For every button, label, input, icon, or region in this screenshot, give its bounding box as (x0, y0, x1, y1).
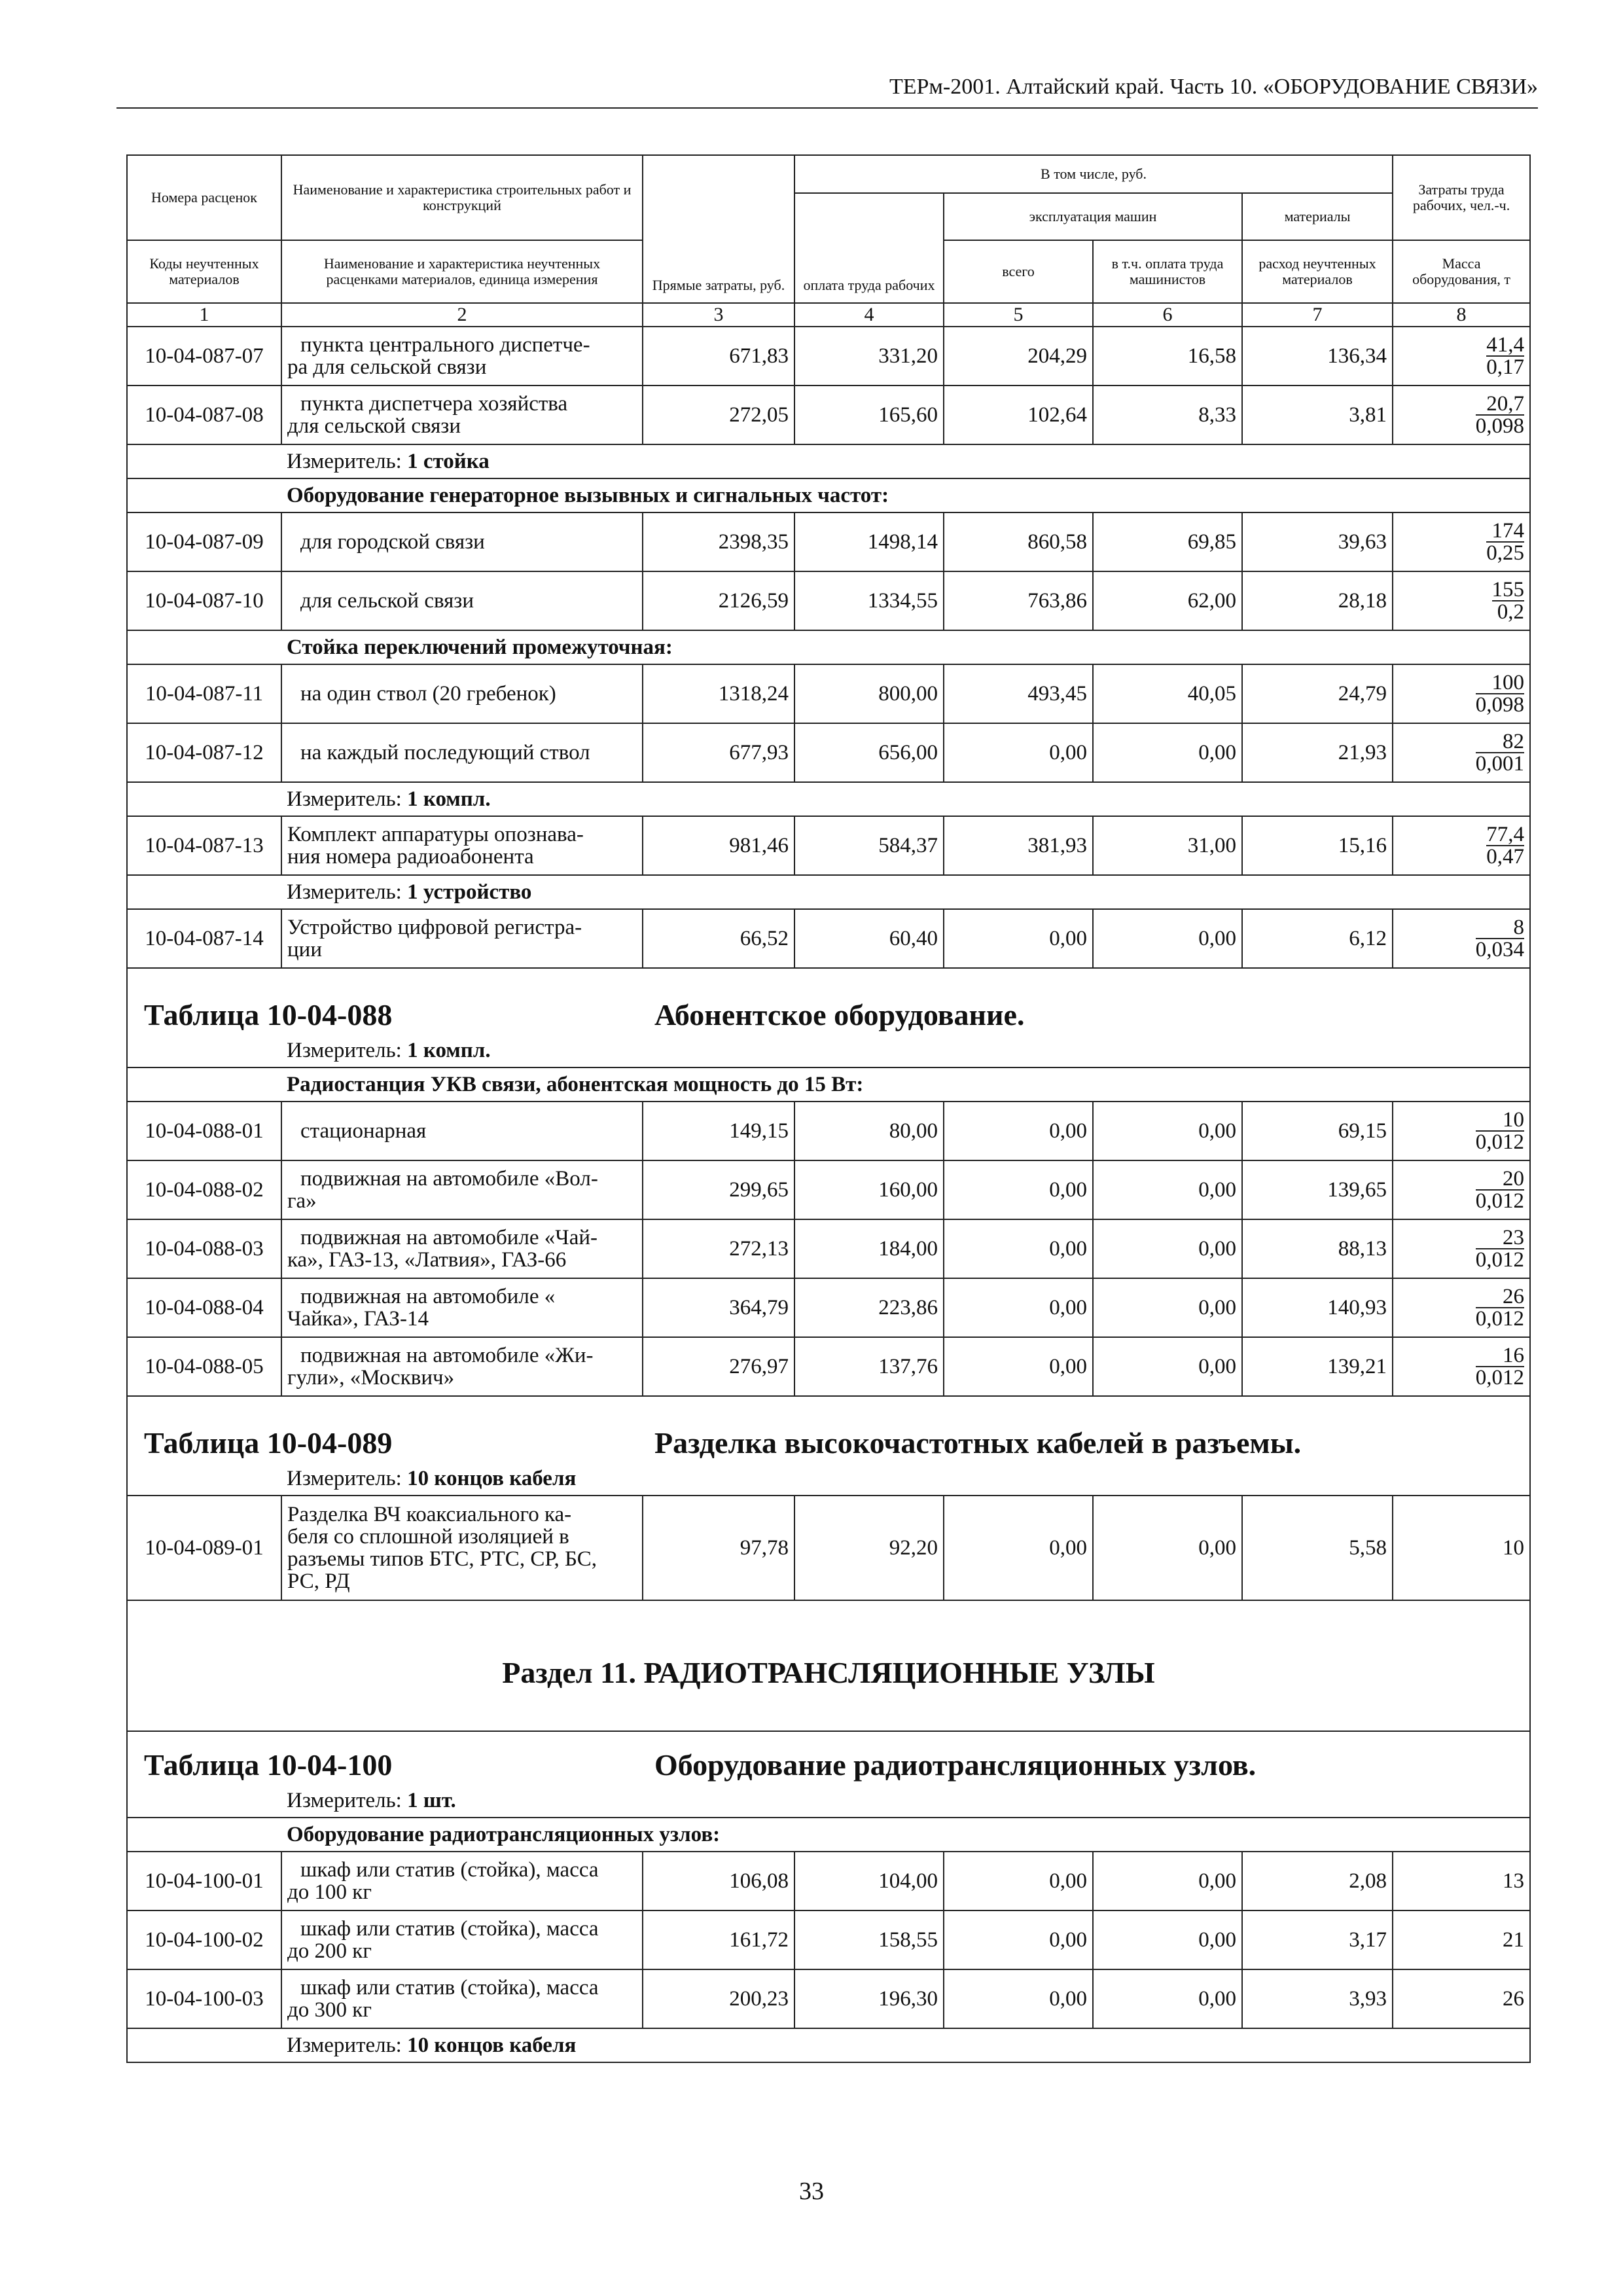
value-v7: 139,21 (1242, 1337, 1393, 1396)
value-v4: 800,00 (794, 664, 944, 723)
rate-code: 10-04-087-14 (127, 909, 281, 968)
labor-over-mass (1476, 1168, 1524, 1211)
value-v7: 5,58 (1242, 1496, 1393, 1600)
col-number: 4 (794, 303, 944, 327)
rate-name: подвижная на автомобиле «Вол- га» (281, 1160, 643, 1219)
value-v6: 0,00 (1093, 1910, 1242, 1969)
value-v5: 0,00 (944, 1278, 1093, 1337)
table-title-row (127, 1731, 1530, 1784)
measure-value: 1 устройство (407, 880, 532, 904)
value-v7: 28,18 (1242, 571, 1393, 630)
table-row (127, 1067, 1530, 1102)
value-v7: 136,34 (1242, 327, 1393, 386)
value-v5: 0,00 (944, 1969, 1093, 2028)
value-v7: 15,16 (1242, 816, 1393, 875)
labor-over-mass (1486, 520, 1524, 564)
value-v7: 139,65 (1242, 1160, 1393, 1219)
value-v6: 0,00 (1093, 1852, 1242, 1910)
equipment-mass: 0,47 (1486, 844, 1525, 869)
col-header-rate-numbers: Номера расценок (127, 155, 281, 240)
col-header-labor: Затраты труда рабочих, чел.-ч. (1393, 155, 1530, 240)
table-row (127, 444, 1530, 478)
rate-name: стационарная (281, 1102, 643, 1160)
value-v7: 3,17 (1242, 1910, 1393, 1969)
value-v5: 0,00 (944, 723, 1093, 782)
col-number: 1 (127, 303, 281, 327)
measure-unit (281, 1462, 1530, 1496)
value-v4: 165,60 (794, 386, 944, 444)
value-v7: 21,93 (1242, 723, 1393, 782)
col-header-machinist-pay: в т.ч. оплата труда машинистов (1093, 240, 1242, 303)
value-v5: 0,00 (944, 1910, 1093, 1969)
table-row (127, 1219, 1530, 1278)
rate-name: для городской связи (281, 512, 643, 571)
equipment-mass: 0,034 (1475, 937, 1525, 961)
table-row (127, 1160, 1530, 1219)
table-row (127, 816, 1530, 875)
running-header: ТЕРм-2001. Алтайский край. Часть 10. «ОБОРУДОВАНИЕ СВЯЗИ» (116, 71, 1538, 109)
value-v6: 0,00 (1093, 1278, 1242, 1337)
value-v6: 0,00 (1093, 1102, 1242, 1160)
col-header-material-codes: Коды неучтенных материалов (127, 240, 281, 303)
value-v4: 184,00 (794, 1219, 944, 1278)
rate-name: пункта центрального диспетче- ра для сельской связи (281, 327, 643, 386)
labor-hours: 20,7 (1476, 393, 1524, 416)
col-number: 2 (281, 303, 643, 327)
labor-hours: 10 (1476, 1109, 1524, 1132)
measure-prefix: Измеритель: (287, 1038, 408, 1062)
measure-prefix: Измеритель: (287, 2034, 408, 2057)
blank-cell (127, 782, 281, 816)
rate-name: пункта диспетчера хозяйства для сельской связи (281, 386, 643, 444)
labor-mass-value (1393, 664, 1530, 723)
value-v5: 860,58 (944, 512, 1093, 571)
equipment-mass: 0,012 (1475, 1306, 1525, 1331)
rate-name: шкаф или статив (стойка), масса до 200 кг (281, 1910, 643, 1969)
measure-unit (281, 875, 1530, 909)
value-v5: 0,00 (944, 1337, 1093, 1396)
equipment-mass: 0,012 (1475, 1130, 1525, 1154)
table-number: Таблица 10-04-088 (144, 998, 393, 1031)
rate-name: шкаф или статив (стойка), масса до 300 кг (281, 1969, 643, 2028)
rate-name: Разделка ВЧ коаксиального ка- беля со сплошной изоляцией в разъемы типов БТС, РТС, СР, БС, РС, РД (281, 1496, 643, 1600)
value-v3: 1318,24 (643, 664, 794, 723)
value-v6: 0,00 (1093, 1969, 1242, 2028)
value-v3: 161,72 (643, 1910, 794, 1969)
value-v6: 0,00 (1093, 1337, 1242, 1396)
value-v5: 204,29 (944, 327, 1093, 386)
value-v6: 0,00 (1093, 723, 1242, 782)
rate-code: 10-04-089-01 (127, 1496, 281, 1600)
labor-over-mass (1486, 334, 1524, 378)
table-row (127, 512, 1530, 571)
labor-mass-value: 26 (1393, 1969, 1530, 2028)
value-v4: 92,20 (794, 1496, 944, 1600)
labor-mass-value (1393, 1219, 1530, 1278)
table-row (127, 782, 1530, 816)
table-row (127, 723, 1530, 782)
labor-mass-value (1393, 723, 1530, 782)
labor-over-mass (1476, 917, 1524, 960)
value-v4: 80,00 (794, 1102, 944, 1160)
value-v6: 31,00 (1093, 816, 1242, 875)
col-number: 8 (1393, 303, 1530, 327)
section-title: Раздел 11. РАДИОТРАНСЛЯЦИОННЫЕ УЗЛЫ (127, 1600, 1530, 1731)
measure-unit (281, 2028, 1530, 2062)
table-number: Таблица 10-04-100 (144, 1748, 393, 1782)
blank-cell (127, 1033, 281, 1067)
labor-over-mass (1476, 731, 1524, 774)
labor-mass-value (1393, 571, 1530, 630)
table-row (127, 1969, 1530, 2028)
equipment-mass: 0,098 (1475, 692, 1525, 717)
labor-hours: 41,4 (1486, 332, 1525, 357)
table-row (127, 1033, 1530, 1067)
labor-mass-value: 13 (1393, 1852, 1530, 1910)
measure-prefix: Измеритель: (287, 787, 408, 811)
table-row (127, 1910, 1530, 1969)
table-row (127, 1852, 1530, 1910)
value-v4: 584,37 (794, 816, 944, 875)
rate-name: шкаф или статив (стойка), масса до 100 кг (281, 1852, 643, 1910)
col-number: 6 (1093, 303, 1242, 327)
value-v4: 158,55 (794, 1910, 944, 1969)
table-row (127, 478, 1530, 512)
value-v6: 0,00 (1093, 1496, 1242, 1600)
labor-hours: 100 (1476, 672, 1524, 694)
value-v3: 299,65 (643, 1160, 794, 1219)
equipment-mass: 0,012 (1475, 1247, 1525, 1272)
rate-code: 10-04-087-08 (127, 386, 281, 444)
table-row (127, 909, 1530, 968)
rate-code: 10-04-088-01 (127, 1102, 281, 1160)
labor-hours: 77,4 (1486, 822, 1525, 846)
value-v3: 272,05 (643, 386, 794, 444)
labor-mass-value (1393, 512, 1530, 571)
value-v7: 3,93 (1242, 1969, 1393, 2028)
value-v4: 60,40 (794, 909, 944, 968)
labor-mass-value (1393, 1160, 1530, 1219)
labor-hours: 174 (1486, 520, 1524, 543)
measure-prefix: Измеритель: (287, 1788, 408, 1812)
value-v3: 200,23 (643, 1969, 794, 2028)
value-v4: 1334,55 (794, 571, 944, 630)
equipment-mass: 0,012 (1475, 1365, 1525, 1390)
rate-name: на каждый последующий ствол (281, 723, 643, 782)
measure-prefix: Измеритель: (287, 1466, 408, 1490)
labor-over-mass (1492, 579, 1525, 622)
table-row (127, 386, 1530, 444)
rate-name: подвижная на автомобиле «Чай- ка», ГАЗ-13, «Латвия», ГАЗ-66 (281, 1219, 643, 1278)
value-v5: 763,86 (944, 571, 1093, 630)
labor-over-mass (1476, 1345, 1524, 1388)
table-title: Разделка высокочастотных кабелей в разъемы. (654, 1426, 1302, 1460)
col-header-machines-total: всего (944, 240, 1093, 303)
labor-over-mass (1486, 824, 1524, 867)
value-v6: 0,00 (1093, 909, 1242, 968)
table-row (127, 1818, 1530, 1852)
blank-cell (127, 444, 281, 478)
blank-cell (127, 478, 281, 512)
rate-name: на один ствол (20 гребенок) (281, 664, 643, 723)
blank-cell (127, 630, 281, 664)
labor-over-mass (1476, 1227, 1524, 1270)
labor-over-mass (1476, 672, 1524, 715)
value-v7: 69,15 (1242, 1102, 1393, 1160)
table-title-row (127, 968, 1530, 1033)
rate-code: 10-04-087-09 (127, 512, 281, 571)
table-title: Оборудование радиотрансляционных узлов. (654, 1748, 1257, 1782)
measure-unit (281, 1784, 1530, 1818)
blank-cell (127, 875, 281, 909)
labor-hours: 26 (1476, 1286, 1524, 1308)
labor-over-mass (1476, 1109, 1524, 1153)
col-number: 3 (643, 303, 794, 327)
rate-name: подвижная на автомобиле «Жи- гули», «Москвич» (281, 1337, 643, 1396)
table-number: Таблица 10-04-089 (144, 1426, 393, 1460)
value-v4: 1498,14 (794, 512, 944, 571)
value-v3: 2126,59 (643, 571, 794, 630)
col-header-machines: эксплуатация машин (944, 193, 1242, 240)
labor-mass-value: 21 (1393, 1910, 1530, 1969)
rate-code: 10-04-100-01 (127, 1852, 281, 1910)
rate-code: 10-04-088-03 (127, 1219, 281, 1278)
value-v3: 2398,35 (643, 512, 794, 571)
page-number: 33 (799, 2178, 824, 2205)
blank-cell (127, 1067, 281, 1102)
value-v4: 656,00 (794, 723, 944, 782)
rate-name: Устройство цифровой регистра- ции (281, 909, 643, 968)
equipment-mass: 0,098 (1475, 414, 1525, 438)
measure-value: 10 концов кабеля (407, 1466, 577, 1490)
value-v7: 6,12 (1242, 909, 1393, 968)
table-row (127, 1102, 1530, 1160)
value-v5: 0,00 (944, 1219, 1093, 1278)
value-v4: 196,30 (794, 1969, 944, 2028)
labor-hours: 23 (1476, 1227, 1524, 1249)
rate-code: 10-04-100-03 (127, 1969, 281, 2028)
table-row (127, 1337, 1530, 1396)
group-title: Радиостанция УКВ связи, абонентская мощность до 15 Вт: (281, 1067, 1530, 1102)
value-v5: 493,45 (944, 664, 1093, 723)
col-header-work-name: Наименование и характеристика строительных работ и конструкций (281, 155, 643, 240)
rate-code: 10-04-087-12 (127, 723, 281, 782)
rate-code: 10-04-087-11 (127, 664, 281, 723)
value-v6: 16,58 (1093, 327, 1242, 386)
measure-prefix: Измеритель: (287, 450, 408, 473)
rate-code: 10-04-087-07 (127, 327, 281, 386)
value-v6: 69,85 (1093, 512, 1242, 571)
labor-mass-value: 10 (1393, 1496, 1530, 1600)
value-v7: 3,81 (1242, 386, 1393, 444)
group-title: Оборудование генераторное вызывных и сигнальных частот: (281, 478, 1530, 512)
rate-name: для сельской связи (281, 571, 643, 630)
value-v4: 160,00 (794, 1160, 944, 1219)
rate-code: 10-04-087-10 (127, 571, 281, 630)
table-row (127, 968, 1530, 1033)
measure-unit (281, 1033, 1530, 1067)
table-row (127, 571, 1530, 630)
value-v5: 0,00 (944, 1102, 1093, 1160)
rate-code: 10-04-088-02 (127, 1160, 281, 1219)
labor-hours: 20 (1476, 1168, 1524, 1191)
measure-value: 10 концов кабеля (407, 2034, 577, 2057)
measure-value: 1 компл. (407, 1038, 491, 1062)
labor-mass-value (1393, 909, 1530, 968)
table-title: Абонентское оборудование. (654, 998, 1025, 1031)
value-v6: 0,00 (1093, 1219, 1242, 1278)
value-v5: 0,00 (944, 909, 1093, 968)
table-row (127, 155, 1530, 193)
value-v7: 140,93 (1242, 1278, 1393, 1337)
value-v3: 364,79 (643, 1278, 794, 1337)
rate-code: 10-04-088-05 (127, 1337, 281, 1396)
blank-cell (127, 1818, 281, 1852)
value-v3: 106,08 (643, 1852, 794, 1910)
rate-name: Комплект аппаратуры опознава- ния номера радиоабонента (281, 816, 643, 875)
value-v7: 88,13 (1242, 1219, 1393, 1278)
value-v5: 102,64 (944, 386, 1093, 444)
labor-mass-value (1393, 1337, 1530, 1396)
blank-cell (127, 2028, 281, 2062)
value-v3: 97,78 (643, 1496, 794, 1600)
rate-code: 10-04-087-13 (127, 816, 281, 875)
rate-code: 10-04-088-04 (127, 1278, 281, 1337)
col-header-unaccounted-materials: расход неучтенных материалов (1242, 240, 1393, 303)
equipment-mass: 0,2 (1497, 600, 1525, 624)
value-v7: 39,63 (1242, 512, 1393, 571)
measure-unit (281, 444, 1530, 478)
col-number: 5 (944, 303, 1093, 327)
col-header-direct-costs: Прямые затраты, руб. (643, 155, 794, 303)
measure-value: 1 компл. (407, 787, 491, 811)
value-v7: 24,79 (1242, 664, 1393, 723)
value-v3: 677,93 (643, 723, 794, 782)
value-v4: 223,86 (794, 1278, 944, 1337)
col-header-including: В том числе, руб. (794, 155, 1393, 193)
table-row (127, 1278, 1530, 1337)
value-v7: 2,08 (1242, 1852, 1393, 1910)
value-v6: 40,05 (1093, 664, 1242, 723)
group-title: Оборудование радиотрансляционных узлов: (281, 1818, 1530, 1852)
table-row (127, 1496, 1530, 1600)
value-v6: 62,00 (1093, 571, 1242, 630)
labor-over-mass (1476, 1286, 1524, 1329)
value-v5: 0,00 (944, 1160, 1093, 1219)
value-v5: 0,00 (944, 1496, 1093, 1600)
equipment-mass: 0,17 (1486, 355, 1525, 379)
col-header-materials: материалы (1242, 193, 1393, 240)
group-title: Стойка переключений промежуточная: (281, 630, 1530, 664)
table-row (127, 630, 1530, 664)
value-v4: 137,76 (794, 1337, 944, 1396)
table-row (127, 1731, 1530, 1784)
measure-value: 1 стойка (407, 450, 490, 473)
value-v6: 8,33 (1093, 386, 1242, 444)
rate-code: 10-04-100-02 (127, 1910, 281, 1969)
table-row (127, 1600, 1530, 1731)
rate-name: подвижная на автомобиле « Чайка», ГАЗ-14 (281, 1278, 643, 1337)
col-header-material-names: Наименование и характеристика неучтенных расценками материалов, единица измерения (281, 240, 643, 303)
equipment-mass: 0,25 (1486, 541, 1525, 565)
blank-cell (127, 1784, 281, 1818)
measure-prefix: Измеритель: (287, 880, 408, 904)
equipment-mass: 0,012 (1475, 1189, 1525, 1213)
value-v3: 66,52 (643, 909, 794, 968)
col-header-worker-pay: оплата труда рабочих (794, 193, 944, 303)
measure-value: 1 шт. (407, 1788, 456, 1812)
blank-cell (127, 1462, 281, 1496)
value-v6: 0,00 (1093, 1160, 1242, 1219)
table-title-row (127, 1396, 1530, 1462)
value-v3: 276,97 (643, 1337, 794, 1396)
value-v5: 0,00 (944, 1852, 1093, 1910)
value-v5: 381,93 (944, 816, 1093, 875)
col-number: 7 (1242, 303, 1393, 327)
table-row (127, 1462, 1530, 1496)
labor-hours: 155 (1491, 577, 1525, 601)
table-row (127, 1784, 1530, 1818)
labor-mass-value (1393, 327, 1530, 386)
table-row (127, 664, 1530, 723)
labor-mass-value (1393, 386, 1530, 444)
col-header-equipment-mass: Масса оборудования, т (1393, 240, 1530, 303)
labor-mass-value (1393, 816, 1530, 875)
value-v4: 331,20 (794, 327, 944, 386)
value-v3: 981,46 (643, 816, 794, 875)
measure-unit (281, 782, 1530, 816)
equipment-mass: 0,001 (1475, 751, 1525, 776)
table-row (127, 303, 1530, 327)
rates-table (126, 154, 1531, 2063)
labor-mass-value (1393, 1102, 1530, 1160)
labor-hours: 16 (1476, 1345, 1524, 1367)
value-v3: 272,13 (643, 1219, 794, 1278)
value-v4: 104,00 (794, 1852, 944, 1910)
table-row (127, 1396, 1530, 1462)
value-v3: 671,83 (643, 327, 794, 386)
labor-hours: 8 (1476, 917, 1524, 939)
table-row (127, 327, 1530, 386)
labor-hours: 82 (1476, 731, 1524, 753)
labor-over-mass (1476, 393, 1524, 437)
table-row (127, 2028, 1530, 2062)
table-row (127, 875, 1530, 909)
value-v3: 149,15 (643, 1102, 794, 1160)
labor-mass-value (1393, 1278, 1530, 1337)
